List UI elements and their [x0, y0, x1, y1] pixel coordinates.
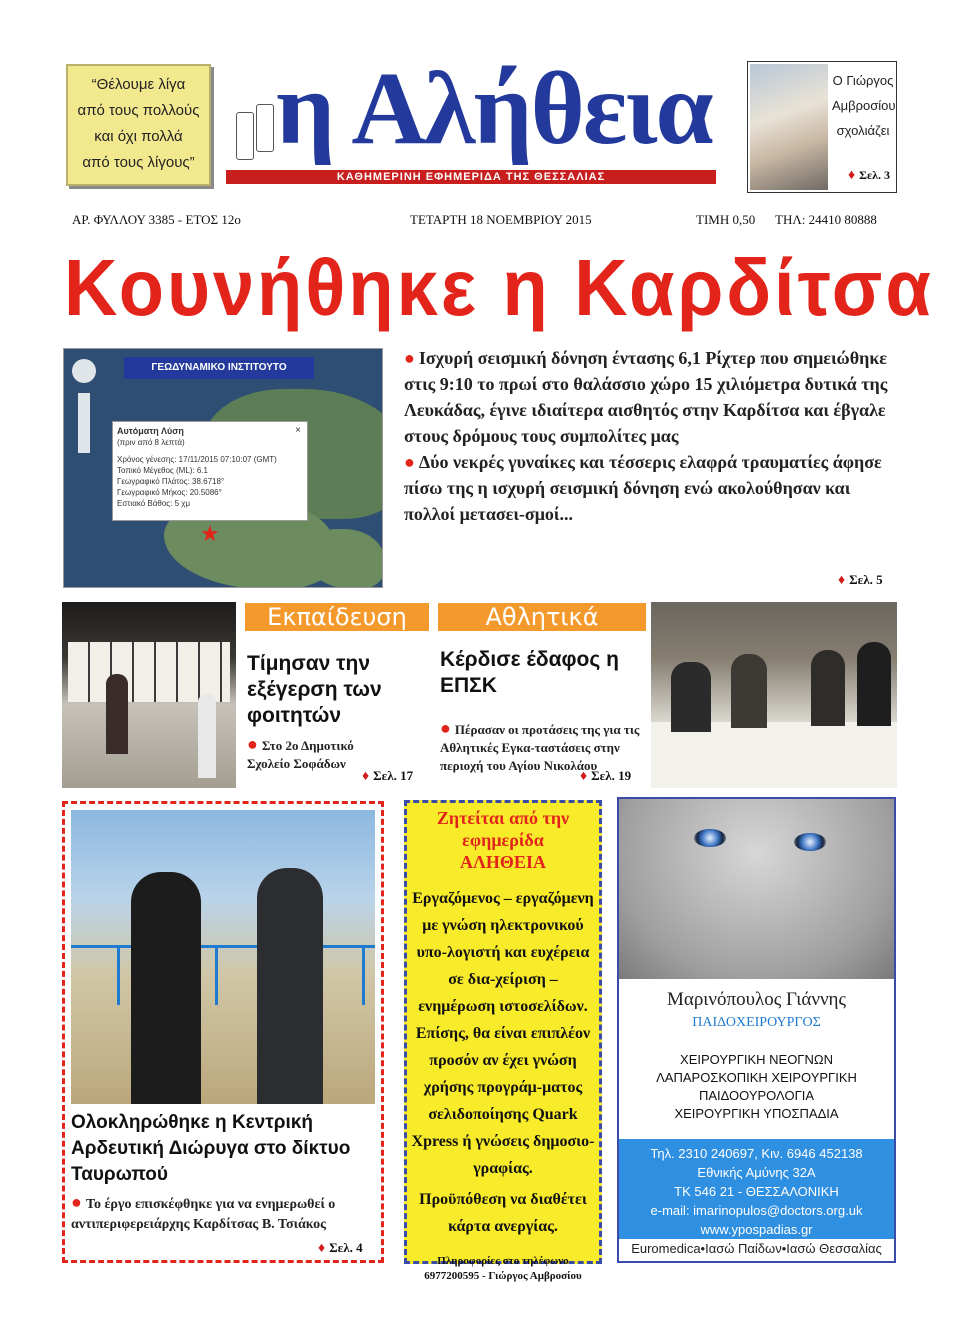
section-header: Εκπαίδευση	[245, 603, 429, 631]
bullet-icon: ●	[247, 734, 258, 754]
page-number: Σελ. 4	[329, 1240, 363, 1255]
diamond-icon: ♦	[838, 573, 846, 588]
diamond-icon: ♦	[318, 1241, 326, 1256]
popup-line: Τοπικό Μέγεθος (ML): 6.1	[117, 466, 208, 475]
seal-icon	[236, 112, 254, 160]
bullet-icon: ●	[440, 718, 451, 738]
lead-page-ref[interactable]	[838, 572, 883, 589]
columnist-line: σχολιάζει	[836, 123, 890, 138]
motto-line: και όχι πολλά	[94, 128, 183, 145]
page-number: Σελ. 5	[849, 572, 883, 587]
education-photo	[62, 602, 236, 788]
columnist-box[interactable]	[747, 61, 897, 193]
bullet-icon: ●	[71, 1192, 82, 1212]
irrigation-story	[62, 801, 384, 1263]
newspaper-tagline: ΚΑΘΗΜΕΡΙΝΗ ΕΦΗΜΕΡΙΔΑ ΤΗΣ ΘΕΣΣΑΛΙΑΣ	[226, 170, 716, 184]
education-title[interactable]: Τίμησαν την εξέγερση των φοιτητών	[247, 652, 382, 727]
sports-text	[440, 719, 646, 775]
job-ad-contact: Πληροφορίες στο τηλέφωνο 6977200595 - Γιώργος Αμβροσίου	[424, 1255, 582, 1282]
doctor-address: Εθνικής Αμύνης 32Α	[697, 1165, 816, 1180]
map-banner: ΓΕΩΔΥΝΑΜΙΚΟ ΙΝΣΤΙΤΟΥΤΟ	[124, 357, 314, 379]
baby-photo	[619, 799, 894, 979]
issue-date: ΤΕΤΑΡΤΗ 18 ΝΟΕΜΒΡΙΟΥ 2015	[410, 212, 592, 227]
issue-price: ΤΙΜΗ 0,50	[696, 212, 756, 227]
photo-figure	[198, 694, 216, 778]
eye-icon	[694, 829, 726, 847]
education-section	[245, 603, 429, 773]
photo-figure	[811, 650, 845, 726]
motto-box	[66, 64, 211, 186]
doctor-city: ΤΚ 546 21 - ΘΕΣΣΑΛΟΝΙΚΗ	[674, 1184, 839, 1199]
motto-line: από τους λίγους”	[82, 154, 195, 171]
doctor-contact	[619, 1139, 894, 1239]
irrigation-title[interactable]: Ολοκληρώθηκε η Κεντρική Αρδευτική Διώρυγα στο δίκτυο Ταυρωπού	[71, 1112, 351, 1185]
popup-line: Εστιακό Βάθος: 5 χμ	[117, 499, 191, 508]
irrigation-text	[71, 1192, 371, 1235]
irrigation-photo	[71, 810, 375, 1104]
sports-title[interactable]: Κέρδισε έδαφος η ΕΠΣΚ	[440, 648, 619, 697]
photo-figure	[857, 642, 891, 726]
photo-figure	[257, 868, 323, 1104]
photo-figure	[671, 662, 711, 732]
meeting-photo	[651, 602, 897, 788]
doctor-specialty: ΠΑΙΔΟΧΕΙΡΟΥΡΓΟΣ	[692, 1015, 821, 1030]
page-number: Σελ. 3	[859, 168, 890, 182]
doctor-services	[619, 1051, 894, 1123]
sports-summary: Πέρασαν οι προτάσεις της για τις Αθλητικές Εγκα-ταστάσεις στην περιοχή του Αγίου Νικολάου	[440, 722, 640, 773]
education-page-ref[interactable]	[362, 768, 413, 785]
service-item: ΧΕΙΡΟΥΡΓΙΚΗ ΥΠΟΣΠΑΔΙΑ	[674, 1106, 839, 1121]
columnist-photo	[750, 64, 828, 190]
popup-line: Γεωγραφικό Μήκος: 20.5086°	[117, 488, 222, 497]
columnist-line: Αμβροσίου	[832, 98, 896, 113]
page-number: Σελ. 19	[591, 768, 632, 783]
eye-icon	[794, 833, 826, 851]
newspaper-title: η Αλήθεια	[276, 51, 712, 166]
popup-line: Χρόνος γένεσης: 17/11/2015 07:10:07 (GMT)	[117, 455, 277, 464]
education-text	[247, 735, 367, 773]
motto-line: “Θέλουμε λίγα	[91, 76, 186, 93]
earthquake-map	[63, 348, 383, 588]
columnist-line: Ο Γιώργος	[832, 73, 894, 88]
popup-subtitle: (πριν από 8 λεπτά)	[117, 438, 185, 447]
job-ad-newspaper: ΑΛΗΘΕΙΑ	[460, 852, 546, 872]
pan-control-icon[interactable]	[72, 359, 96, 383]
doctor-name: Μαρινόπουλος Γιάννης	[666, 989, 847, 1010]
bullet-icon: ●	[404, 452, 415, 472]
irrigation-page-ref[interactable]	[318, 1240, 363, 1257]
job-ad-heading: Ζητείται από την εφημερίδα	[436, 808, 570, 850]
photo-figure	[731, 654, 767, 728]
job-ad	[404, 800, 602, 1282]
close-icon[interactable]: ×	[295, 425, 301, 436]
photo-exhibits	[68, 642, 230, 702]
issue-bar	[72, 212, 902, 232]
lead-text: Ισχυρή σεισμική δόνηση έντασης 6,1 Ρίχτερ που σημειώθηκε στις 9:10 το πρωί στο θαλάσσιο χώρο 15 χιλιόμετρα δυτικά της Λευκάδας, έγινε ιδιαίτερα αισθητός στην Καρδίτσα και έβγαλε στους δρόμους τους συμπολίτες μας	[404, 348, 888, 446]
doctor-affiliations: Euromedica•Ιασώ Παίδων•Ιασώ Θεσσαλίας	[631, 1241, 882, 1256]
issue-number: ΑΡ. ΦΥΛΛΟΥ 3385 - ΕΤΟΣ 12ο	[72, 212, 241, 227]
doctor-website[interactable]: www.ypospadias.gr	[700, 1222, 813, 1237]
service-item: ΛΑΠΑΡΟΣΚΟΠΙΚΗ ΧΕΙΡΟΥΡΓΙΚΗ	[656, 1070, 857, 1085]
columnist-page-ref	[848, 168, 890, 184]
irrigation-summary: Το έργο επισκέφθηκε για να ενημερωθεί ο αντιπεριφερειάρχης Καρδίτσας Β. Τσιάκος	[71, 1197, 336, 1232]
sports-section	[438, 603, 646, 775]
doctor-email[interactable]: e-mail: imarinopulos@doctors.org.uk	[650, 1203, 863, 1218]
diamond-icon: ♦	[580, 769, 588, 784]
epicenter-star-icon: ★	[200, 521, 220, 546]
photo-fence	[71, 945, 375, 1005]
main-headline[interactable]: Κουνήθηκε η Καρδίτσα	[64, 242, 934, 333]
bullet-icon: ●	[404, 348, 415, 368]
popup-line: Γεωγραφικό Πλάτος: 38.6718°	[117, 477, 225, 486]
diamond-icon: ♦	[362, 769, 370, 784]
issue-phone: ΤΗΛ: 24410 80888	[775, 212, 877, 227]
popup-title: Αυτόματη Λύση	[117, 426, 184, 436]
columnist-text	[832, 68, 894, 143]
masthead	[276, 51, 716, 183]
lead-paragraph	[404, 345, 894, 449]
lead-text: Δύο νεκρές γυναίκες και τέσσερις ελαφρά τραυματίες άφησε πίσω της η ισχυρή σεισμική δόνηση ενώ ακολούθησαν και πολλοί μετασει-σμοί...	[404, 452, 882, 524]
diamond-icon: ♦	[847, 168, 856, 183]
seal-icon	[256, 104, 274, 152]
lead-story	[404, 345, 894, 527]
education-summary: Στο 2ο Δημοτικό Σχολείο Σοφάδων	[247, 738, 354, 771]
service-item: ΠΑΙΔΟΟΥΡΟΛΟΓΙΑ	[698, 1088, 815, 1103]
map-popup	[112, 421, 308, 521]
doctor-ad	[617, 797, 896, 1263]
motto-line: από τους πολλούς	[77, 102, 200, 119]
photo-figure	[106, 674, 128, 754]
service-item: ΧΕΙΡΟΥΡΓΙΚΗ ΝΕΟΓΝΩΝ	[680, 1052, 833, 1067]
zoom-slider[interactable]	[78, 393, 90, 453]
job-ad-requirement: Προϋπόθεση να διαθέτει κάρτα ανεργίας.	[419, 1191, 587, 1235]
doctor-phones[interactable]: Τηλ. 2310 240697, Κιν. 6946 452138	[650, 1146, 863, 1161]
sports-page-ref[interactable]	[580, 768, 631, 785]
lead-paragraph	[404, 449, 894, 527]
job-ad-body: Εργαζόμενος – εργαζόμενη με γνώση ηλεκτρονικού υπο-λογιστή και ευχέρεια σε δια-χείριση – ενημέρωση ιστοσελίδων. Επίσης, θα είναι επιπλέον προσόν αν έχει γνώση χρήσης προγράμ-ματος σελιδοποίησης Quark Xpress ή γνώσεις δημοσιο-γραφίας.	[411, 890, 595, 1177]
section-header: Αθλητικά	[438, 603, 646, 631]
page-number: Σελ. 17	[373, 768, 414, 783]
photo-figure	[131, 872, 201, 1104]
